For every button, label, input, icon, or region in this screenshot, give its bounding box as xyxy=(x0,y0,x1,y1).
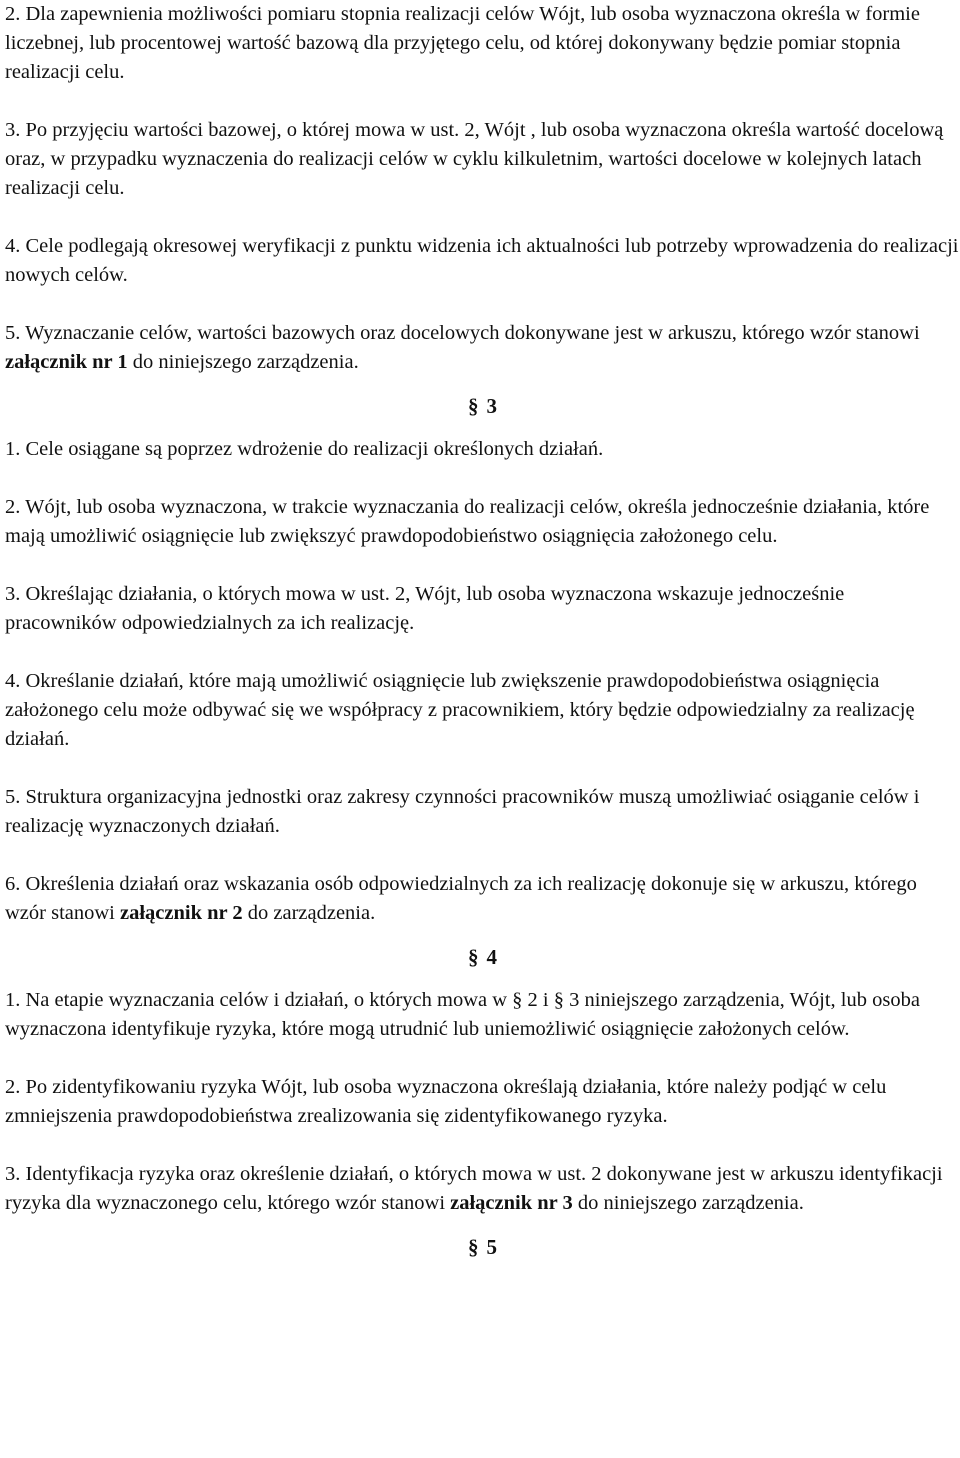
s4-paragraph-3 xyxy=(5,1160,960,1218)
s3-paragraph-6 xyxy=(5,870,960,928)
s3-paragraph-4: 4. Określanie działań, które mają umożliwić osiągnięcie lub zwiększenie prawdopodobieństwa osiągnięcia założonego celu może odbywać się we współpracy z pracownikiem, który będzie odpowiedzialny za realizację działań. xyxy=(5,670,915,750)
section-number: 3 xyxy=(486,394,497,418)
s3-paragraph-2: 2. Wójt, lub osoba wyznaczona, w trakcie wyznaczania do realizacji celów, określa jednocześnie działania, które mają umożliwić osiągnięcie lub zwiększyć prawdopodobieństwo osiągnięcia założonego celu. xyxy=(5,496,930,547)
section-number: 4 xyxy=(486,945,497,969)
section-3-heading xyxy=(5,377,960,435)
paragraph-3: 3. Po przyjęciu wartości bazowej, o której mowa w ust. 2, Wójt , lub osoba wyznaczona określa wartość docelową oraz, w przypadku wyznaczenia do realizacji celów w cyklu kilkuletnim, wartości docelowe w kolejnych latach realizacji celu. xyxy=(5,119,944,199)
s4-paragraph-2: 2. Po zidentyfikowaniu ryzyka Wójt, lub osoba wyznaczona określają działania, które należy podjąć w celu zmniejszenia prawdopodobieństwa zrealizowania się zidentyfikowanego ryzyka. xyxy=(5,1076,887,1127)
section-symbol: § xyxy=(468,394,479,418)
s4-paragraph-3-text-c: do niniejszego zarządzenia. xyxy=(572,1192,804,1214)
section-symbol: § xyxy=(468,1235,479,1259)
attachment-2-ref: załącznik nr 2 xyxy=(120,902,243,924)
s4-paragraph-1: 1. Na etapie wyznaczania celów i działań, o których mowa w § 2 i § 3 niniejszego zarządzenia, Wójt, lub osoba wyznaczona identyfikuje ryzyka, które mogą utrudnić lub uniemożliwić osiągnięcie założonych celów. xyxy=(5,989,920,1040)
s3-paragraph-5: 5. Struktura organizacyjna jednostki oraz zakresy czynności pracowników muszą umożliwiać osiąganie celów i realizację wyznaczonych działań. xyxy=(5,786,920,837)
document-page xyxy=(5,0,960,1276)
attachment-3-ref: załącznik nr 3 xyxy=(450,1192,573,1214)
s4-paragraph-3-text-a: 3. Identyfikacja ryzyka oraz określenie działań, o których mowa w ust. 2 dokonywane jest w arkuszu identyfikacji ryzyka dla wyznaczonego celu, którego wzór stanowi xyxy=(5,1163,943,1214)
paragraph-5-text-a: 5. Wyznaczanie celów, wartości bazowych oraz docelowych dokonywane jest w arkuszu, którego wzór stanowi xyxy=(5,322,920,344)
s3-paragraph-6-text-c: do zarządzenia. xyxy=(242,902,376,924)
section-symbol: § xyxy=(468,945,479,969)
paragraph-4: 4. Cele podlegają okresowej weryfikacji z punktu widzenia ich aktualności lub potrzeby wprowadzenia do realizacji nowych celów. xyxy=(5,235,959,286)
paragraph-5 xyxy=(5,319,960,377)
attachment-1-ref: załącznik nr 1 xyxy=(5,351,128,373)
section-4-heading xyxy=(5,928,960,986)
section-5-heading xyxy=(5,1218,960,1276)
s3-paragraph-6-text-a: 6. Określenia działań oraz wskazania osób odpowiedzialnych za ich realizację dokonuje się w arkuszu, którego wzór stanowi xyxy=(5,873,917,924)
s3-paragraph-3: 3. Określając działania, o których mowa w ust. 2, Wójt, lub osoba wyznaczona wskazuje jednocześnie pracowników odpowiedzialnych za ich realizację. xyxy=(5,583,845,634)
section-number: 5 xyxy=(486,1235,497,1259)
paragraph-5-text-c: do niniejszego zarządzenia. xyxy=(127,351,359,373)
s3-paragraph-1: 1. Cele osiągane są poprzez wdrożenie do realizacji określonych działań. xyxy=(5,438,604,460)
paragraph-2: 2. Dla zapewnienia możliwości pomiaru stopnia realizacji celów Wójt, lub osoba wyznaczona określa w formie liczebnej, lub procentowej wartość bazową dla przyjętego celu, od której dokonywany będzie pomiar stopnia realizacji celu. xyxy=(5,3,920,83)
